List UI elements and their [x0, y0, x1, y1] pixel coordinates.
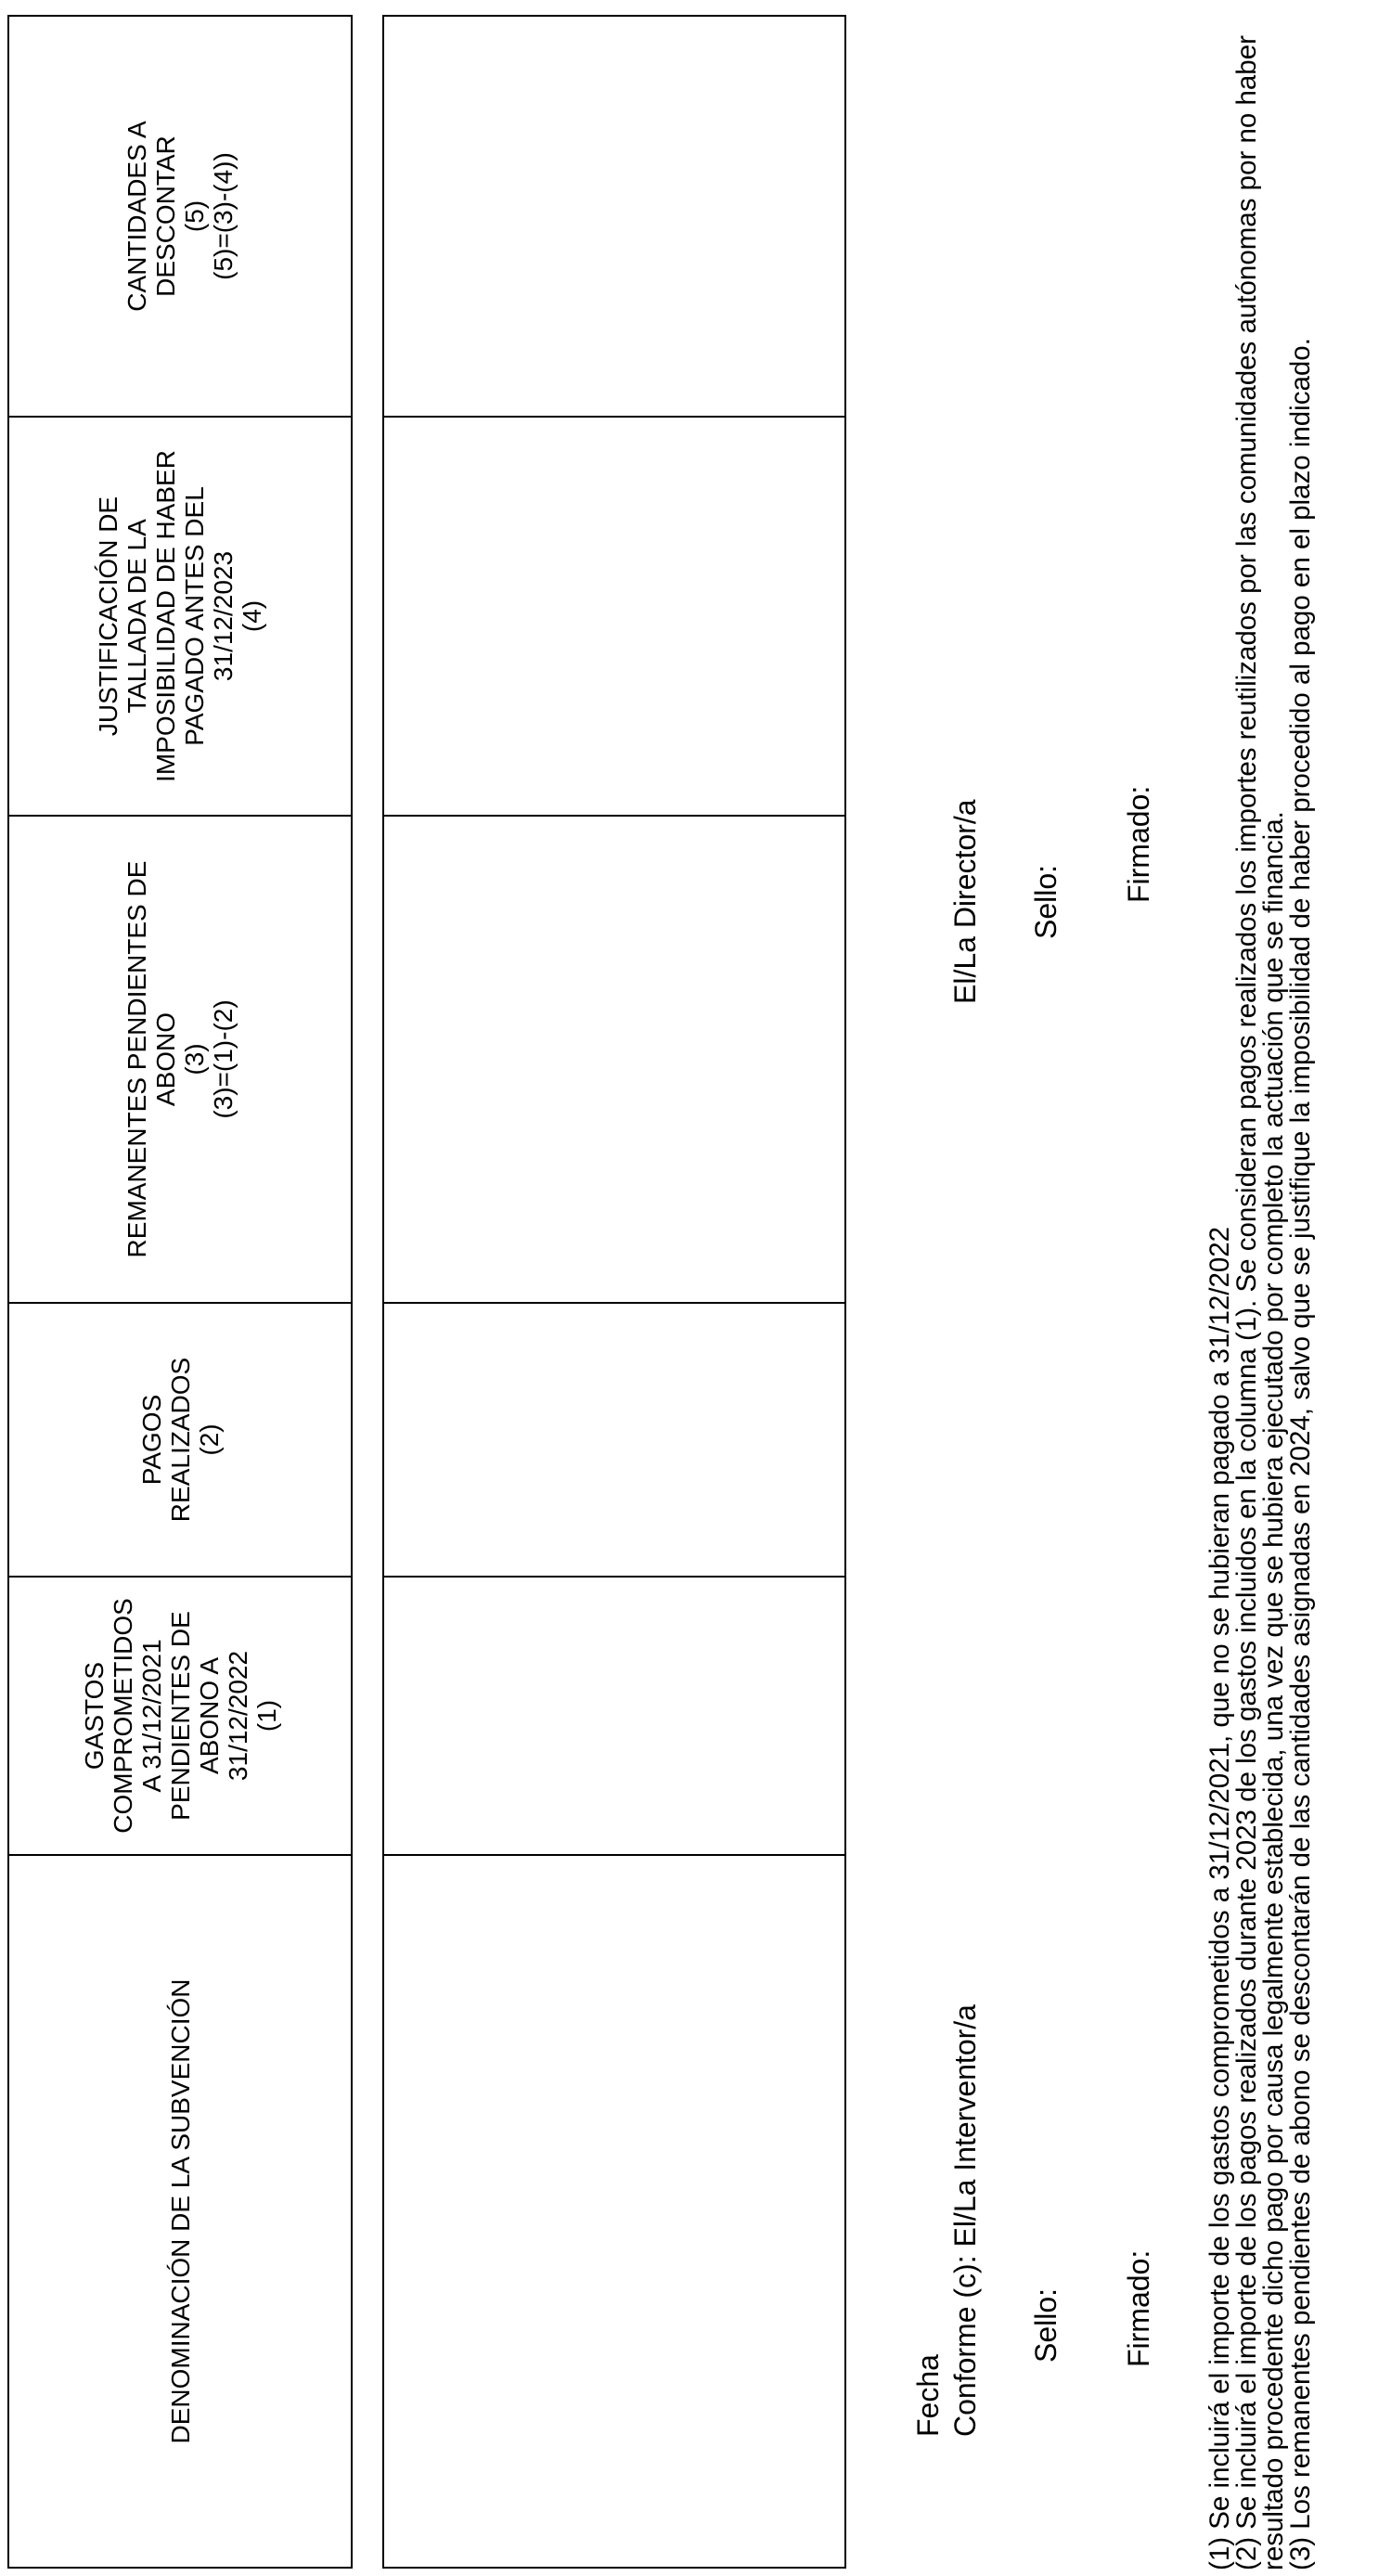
footnote-2: (2) Se incluirá el importe de los pagos realizados durante 2023 de los gastos incluidos en la columna (1). Se consideran pagos realizados los importes reutilizados por las comunidades autónomas por no haber resultado procedente dicho pago por causa legalmente establecida, una vez que se hubiera ejecutado por completo la actuación que se financia.	[1231, 35, 1289, 2570]
firmado-left-label: Firmado:	[1122, 2249, 1155, 2367]
header-line: (5)	[180, 200, 209, 233]
header-line: (3)	[180, 1043, 209, 1075]
header-line: (2)	[194, 1423, 224, 1456]
header-denominacion	[8, 1855, 352, 2568]
conforme-interventor-label: Conforme (c): El/La Interventor/a	[948, 2004, 982, 2437]
fecha-label: Fecha	[911, 2354, 945, 2437]
header-line: (5)=(3)-(4))	[209, 152, 238, 280]
cell-remanentes[interactable]	[383, 816, 845, 1303]
header-line: (4)	[238, 599, 266, 633]
header-line: GASTOS	[79, 1661, 109, 1771]
header-gastos-comprometidos	[8, 1577, 352, 1855]
header-line: TALLADA DE LA	[122, 519, 151, 714]
table-row	[383, 16, 845, 2568]
header-row	[8, 16, 352, 2568]
director-label: El/La Director/a	[948, 799, 982, 1004]
header-line: REMANENTES PENDIENTES DE	[122, 860, 151, 1258]
header-line: PENDIENTES DE	[165, 1611, 195, 1821]
header-line: ABONO A	[194, 1656, 224, 1775]
header-line: (1)	[251, 1699, 281, 1732]
footnote-1: (1) Se incluirá el importe de los gastos comprometidos a 31/12/2021, que no se hubieran pagado a 31/12/2022	[1204, 1226, 1235, 2570]
cell-gastos-comprometidos[interactable]	[383, 1577, 845, 1855]
firmado-right-label: Firmado:	[1122, 785, 1155, 903]
header-table	[7, 15, 353, 2569]
header-line: PAGADO ANTES DEL	[180, 486, 209, 746]
sello-left-label: Sello:	[1029, 2287, 1063, 2363]
header-line: A 31/12/2021	[136, 1639, 166, 1793]
header-line: REALIZADOS	[165, 1357, 195, 1523]
cell-pagos-realizados[interactable]	[383, 1303, 845, 1577]
header-line: IMPOSIBILIDAD DE HABER	[151, 450, 180, 782]
header-line: COMPROMETIDOS	[108, 1598, 137, 1834]
cell-cantidades-descontar[interactable]	[383, 16, 845, 417]
cell-justificacion[interactable]	[383, 417, 845, 816]
header-line: CANTIDADES A	[122, 121, 151, 312]
cell-denominacion[interactable]	[383, 1855, 845, 2568]
footnotes	[1206, 20, 1314, 2570]
header-line: 31/12/2022	[223, 1650, 252, 1782]
header-line: JUSTIFICACIÓN DE	[94, 496, 122, 737]
header-line: 31/12/2023	[209, 550, 238, 682]
header-line: PAGOS	[136, 1394, 166, 1486]
header-line: (3)=(1)-(2)	[209, 999, 238, 1119]
header-pagos-realizados	[8, 1303, 352, 1577]
sello-right-label: Sello:	[1029, 864, 1063, 939]
header-line: DENOMINACIÓN DE LA SUBVENCIÓN	[165, 1978, 195, 2444]
footnote-3: (3) Los remanentes pendientes de abono se descontarán de las cantidades asignadas en 2024, salvo que se justifique la imposibilidad de haber procedido al pago en el plazo indicado.	[1285, 338, 1316, 2570]
header-line: DESCONTAR	[151, 135, 180, 297]
data-table	[382, 15, 846, 2569]
header-justificacion	[8, 417, 352, 816]
header-cantidades-descontar	[8, 16, 352, 417]
header-remanentes	[8, 816, 352, 1303]
header-line: ABONO	[151, 1011, 180, 1107]
